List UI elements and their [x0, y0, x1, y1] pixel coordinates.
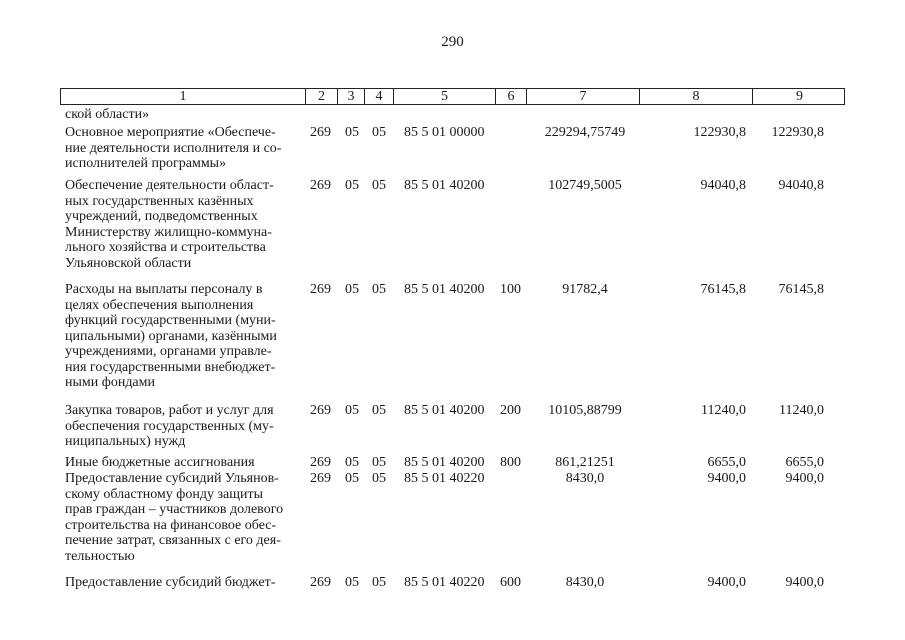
- row-7-col-6: 600: [500, 575, 521, 590]
- row-4-description-line: Закупка товаров, работ и услуг для: [65, 403, 274, 418]
- header-col-3: 3: [338, 89, 365, 104]
- row-4-col-6: 200: [500, 403, 521, 418]
- row-4-col-9: 11240,0: [779, 403, 824, 418]
- row-5-col-4: 05: [372, 455, 386, 470]
- row-5-col-6: 800: [500, 455, 521, 470]
- row-5-col-8: 6655,0: [707, 455, 746, 470]
- row-2-description: [65, 178, 299, 271]
- row-7-col-3: 05: [345, 575, 359, 590]
- row-1-col-3: 05: [345, 125, 359, 140]
- row-4-col-7: 10105,88799: [548, 403, 622, 418]
- row-2-description-line: ных государственных казённых: [65, 193, 254, 209]
- row-6-description-line: печение затрат, связанных с его дея-: [65, 533, 281, 548]
- row-6-description-line: Предоставление субсидий Ульянов-: [65, 471, 279, 486]
- header-col-2: 2: [306, 89, 338, 104]
- row-4-description-line: обеспечения государственных (му-: [65, 418, 274, 434]
- row-6-col-2: 269: [310, 471, 331, 486]
- row-2-description-line: льного хозяйства и строительства: [65, 240, 266, 255]
- row-5-col-2: 269: [310, 455, 331, 470]
- row-5-col-9: 6655,0: [785, 455, 824, 470]
- row-5-description: [65, 455, 299, 471]
- row-3-col-2: 269: [310, 282, 331, 297]
- row-1-col-7: 229294,75749: [544, 125, 626, 140]
- row-5-col-3: 05: [345, 455, 359, 470]
- row-6-col-3: 05: [345, 471, 359, 486]
- row-1-col-8: 122930,8: [693, 125, 746, 140]
- row-1-description-line: Основное мероприятие «Обеспече-: [65, 125, 276, 140]
- row-1-col-5: 85 5 01 00000: [404, 125, 485, 140]
- row-4-col-3: 05: [345, 403, 359, 418]
- row-6-description-line: строительства на финансовое обес-: [65, 517, 277, 533]
- row-3-col-5: 85 5 01 40200: [404, 282, 485, 297]
- row-5-col-5: 85 5 01 40200: [404, 455, 485, 470]
- row-7-col-5: 85 5 01 40220: [404, 575, 485, 590]
- page-number: 290: [441, 34, 464, 50]
- row-6-col-7: 8430,0: [565, 471, 605, 486]
- row-6-col-4: 05: [372, 471, 386, 486]
- header-col-6: 6: [496, 89, 527, 104]
- row-7-col-7: 8430,0: [565, 575, 605, 590]
- row-6-col-5: 85 5 01 40220: [404, 471, 485, 486]
- header-col-7: 7: [527, 89, 640, 104]
- row-2-col-5: 85 5 01 40200: [404, 178, 485, 193]
- row-7-col-4: 05: [372, 575, 386, 590]
- row-3-description-line: ципальными) органами, казёнными: [65, 328, 277, 344]
- row-3-description: [65, 282, 299, 391]
- row-2-col-9: 94040,8: [778, 178, 824, 193]
- header-col-5: 5: [394, 89, 496, 104]
- row-1-col-2: 269: [310, 125, 331, 140]
- row-2-col-4: 05: [372, 178, 386, 193]
- header-col-1: 1: [61, 89, 306, 104]
- row-0-description-line: ской области»: [65, 107, 150, 122]
- row-0-description: [65, 107, 299, 123]
- row-7-col-8: 9400,0: [707, 575, 746, 590]
- row-2-description-line: Министерству жилищно-коммуна-: [65, 224, 272, 240]
- row-6-description-line: скому областному фонду защиты: [65, 486, 264, 502]
- row-1-description-line: ние деятельности исполнителя и со-: [65, 140, 282, 156]
- row-6-description: [65, 471, 299, 564]
- row-3-col-8: 76145,8: [700, 282, 746, 297]
- row-2-col-7: 102749,5005: [548, 178, 622, 193]
- table-header: [60, 88, 845, 105]
- row-2-description-line: Обеспечение деятельности област-: [65, 178, 274, 193]
- row-3-col-4: 05: [372, 282, 386, 297]
- row-7-col-2: 269: [310, 575, 331, 590]
- row-1-col-9: 122930,8: [771, 125, 824, 140]
- row-3-description-line: ния государственными внебюджет-: [65, 359, 276, 375]
- row-1-col-4: 05: [372, 125, 386, 140]
- row-6-col-9: 9400,0: [785, 471, 824, 486]
- row-4-col-2: 269: [310, 403, 331, 418]
- row-2-col-8: 94040,8: [700, 178, 746, 193]
- row-5-description-line: Иные бюджетные ассигнования: [65, 455, 255, 470]
- header-col-4: 4: [365, 89, 394, 104]
- row-3-description-line: Расходы на выплаты персоналу в: [65, 282, 263, 297]
- row-1-description-line: исполнителей программы»: [65, 156, 227, 171]
- row-3-description-line: целях обеспечения выполнения: [65, 297, 254, 313]
- row-1-description: [65, 125, 299, 172]
- row-7-description-line: Предоставление субсидий бюджет-: [65, 575, 276, 590]
- row-4-col-5: 85 5 01 40200: [404, 403, 485, 418]
- row-7-col-9: 9400,0: [785, 575, 824, 590]
- row-6-description-line: прав граждан – участников долевого: [65, 502, 284, 517]
- row-4-col-4: 05: [372, 403, 386, 418]
- row-2-col-3: 05: [345, 178, 359, 193]
- row-3-description-line: функций государственными (муни-: [65, 313, 276, 328]
- row-2-description-line: учреждений, подведомственных: [65, 209, 258, 224]
- row-6-col-8: 9400,0: [707, 471, 746, 486]
- row-4-col-8: 11240,0: [701, 403, 746, 418]
- row-3-col-7: 91782,4: [562, 282, 608, 297]
- row-2-description-line: Ульяновской области: [65, 255, 192, 271]
- row-2-col-2: 269: [310, 178, 331, 193]
- row-3-col-6: 100: [500, 282, 521, 297]
- row-6-description-line: тельностью: [65, 548, 135, 564]
- row-3-description-line: ными фондами: [65, 375, 156, 390]
- header-col-9: 9: [796, 89, 803, 104]
- row-4-description-line: ниципальных) нужд: [65, 434, 186, 449]
- row-3-col-3: 05: [345, 282, 359, 297]
- header-col-8: 8: [640, 89, 753, 104]
- row-4-description: [65, 403, 299, 450]
- row-3-description-line: учреждениями, органами управле-: [65, 344, 272, 359]
- row-7-description: [65, 575, 299, 591]
- row-3-col-9: 76145,8: [778, 282, 824, 297]
- row-5-col-7: 861,21251: [555, 455, 615, 470]
